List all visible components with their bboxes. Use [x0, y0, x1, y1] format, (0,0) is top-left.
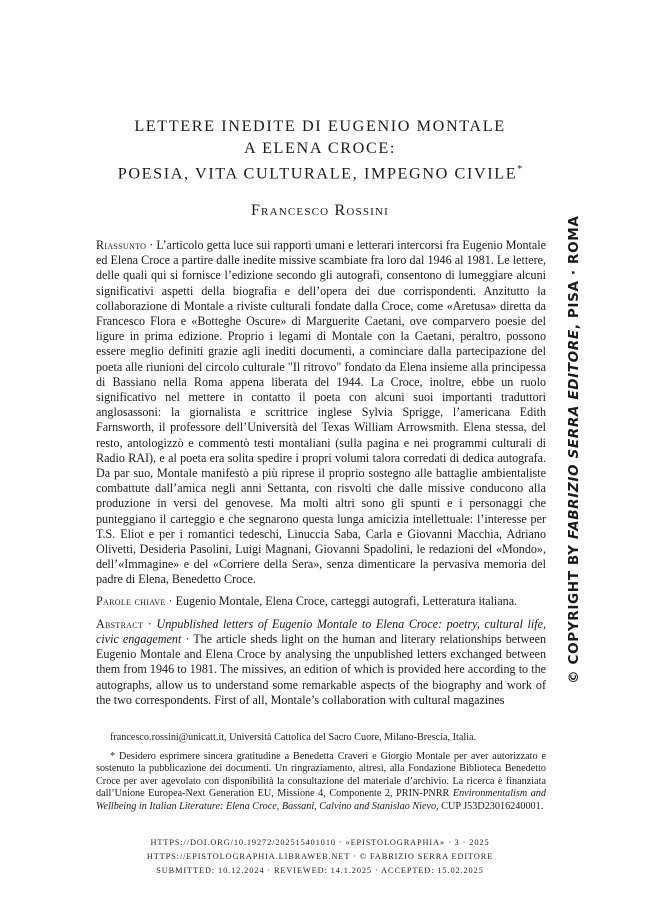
- acknowledgement-note: [96, 751, 546, 814]
- abstract-en-text: The article sheds light on the human and literary relationships between Eugenio Montale and Elena Croce by analysing the unpublished letters exchanged between them from 1946 to 1981. The missives, an edition of which is provided here according to the autographs, allow us to understand some remarkable aspects of the biography and work of the two correspondents. First of all, Montale’s collaboration with cultural magazines: [96, 632, 546, 707]
- abstract-en-separator: ·: [143, 616, 157, 631]
- title-line-1: LETTERE INEDITE DI EUGENIO MONTALE: [134, 117, 506, 135]
- page-footer: [70, 836, 570, 878]
- copyright-suffix: , PISA · ROMA: [566, 215, 582, 330]
- riassunto-paragraph: [96, 238, 546, 588]
- footer-url-line: HTTPS://EPISTOLOGRAPHIA.LIBRAWEB.NET · © FABRIZIO SERRA EDITORE: [146, 852, 494, 861]
- title-line-2: A ELENA CROCE:: [244, 139, 396, 157]
- copyright-prefix: © COPYRIGHT BY: [566, 539, 582, 684]
- title-line-3: [70, 159, 570, 184]
- abstract-en-title: Unpublished letters of Eugenio Montale to Elena Croce: poetry, cultural life, civic engagement: [96, 616, 546, 647]
- note-text-2: , CUP J53D23016240001.: [436, 800, 544, 812]
- footer-dates-line: SUBMITTED: 10.12.2024 · REVIEWED: 14.1.2025 · ACCEPTED: 15.02.2025: [156, 866, 484, 875]
- keywords-text: Eugenio Montale, Elena Croce, carteggi autografi, Letteratura italiana.: [175, 593, 518, 608]
- abstract-en-separator-2: ·: [181, 632, 194, 647]
- keywords-separator: ·: [165, 593, 176, 608]
- title-footnote-marker: *: [517, 164, 523, 175]
- title-line-3-text: POESIA, VITA CULTURALE, IMPEGNO CIVILE: [117, 164, 518, 183]
- note-marker: *: [110, 750, 116, 762]
- copyright-publisher: FABRIZIO SERRA EDITORE: [566, 329, 582, 540]
- note-italic-title: Environmentalism and Wellbeing in Italian Literature: Elena Croce, Bassani, Calvino and Stanislao Nievo: [96, 788, 546, 812]
- abstract-en-label: Abstract: [96, 616, 144, 631]
- riassunto-text: L’articolo getta luce sui rapporti umani e letterari intercorsi fra Eugenio Montale ed Elena Croce a partire dalle inedite missive scambiate fra loro dal 1946 al 1981. Le lettere, delle quali qui si fornisce l’edizione secondo gli autografi, consentono di lumeggiare alcuni significativi aspetti della biografia e dell’opera dei due corrispondenti. Anzitutto la collaborazione di Montale a riviste culturali fondate dalla Croce, come «Aretusa» diretta da Francesco Flora e «Botteghe Oscure» di Marguerite Caetani, ove comparvero poesie del ligure in prima edizione. Proprio i legami di Montale con la Caetani, peraltro, possono essere meglio definiti grazie agli inediti documenti, a cominciare dalla partecipazione del poeta alle riunioni del circolo culturale "Il ritrovo" fondato da Elena insieme alla principessa di Bassiano nella Roma appena liberata del 1944. La Croce, inoltre, ebbe un ruolo significativo nel mettere in contatto il poeta con alcuni suoi importanti traduttori anglosassoni: la giornalista e scrittrice inglese Sylvia Sprigge, l’americana Edith Farnsworth, il professore dell’Università del Texas William Arrowsmith. Elena stessa, del resto, antologizzò e commentò testi montaliani (sulla pagina e nei programmi culturali di Radio RAI), e al poeta era solita spedire i propri volumi talora corredati di dedica autografa. Da par suo, Montale manifestò a più riprese il proprio sostegno alle battaglie ambientaliste combattute dall’amica negli anni Settanta, con risvolti che dalle missive conducono alla produzione in versi del genovese. Ma molti altri sono gli spunti e i personaggi che punteggiano il carteggio e che segnarono questa lunga amicizia intellettuale: l’interesse per T.S. Eliot e per i romantici tedeschi, Linuccia Saba, Carla e Giovanni Macchia, Adriano Olivetti, Desideria Pasolini, Luigi Magnani, Giovanni Spadolini, le redazioni del «Mondo», dell’«Immagine» e del «Corriere della Sera», senza dimenticare la pervasiva memoria del padre di Elena, Benedetto Croce.: [96, 238, 546, 587]
- note-text-1: Desidero esprimere sincera gratitudine a Benedetta Craveri e Giorgio Montale per aver autorizzato e sostenuto la pubblicazione dei documenti. Un ringraziamento, altresì, alla Fondazione Biblioteca Benedetto Croce per aver agevolato con disponibilità la consultazione del materiale d’archivio. La ricerca è finanziata dall’Unione Europea-Next Generation EU, Missione 4, Componente 2, PRIN-PNRR: [96, 750, 546, 800]
- abstract-en-paragraph: [96, 617, 546, 708]
- affiliation-note: francesco.rossini@unicatt.it, Università Cattolica del Sacro Cuore, Milano-Brescia, Italia.: [110, 732, 477, 743]
- author-name: Francesco Rossini: [250, 202, 390, 220]
- footnotes-section: [96, 732, 546, 814]
- copyright-vertical: [566, 216, 582, 685]
- keywords-label: Parole chiave: [96, 593, 166, 608]
- riassunto-separator: ·: [146, 238, 157, 252]
- abstract-section: [96, 238, 546, 708]
- article-title: [70, 115, 570, 220]
- footer-doi-line: HTTPS://DOI.ORG/10.19272/202515401010 · «EPISTOLOGRAPHIA» · 3 · 2025: [150, 838, 490, 847]
- keywords-paragraph: [96, 594, 546, 609]
- riassunto-label: Riassunto: [96, 238, 147, 252]
